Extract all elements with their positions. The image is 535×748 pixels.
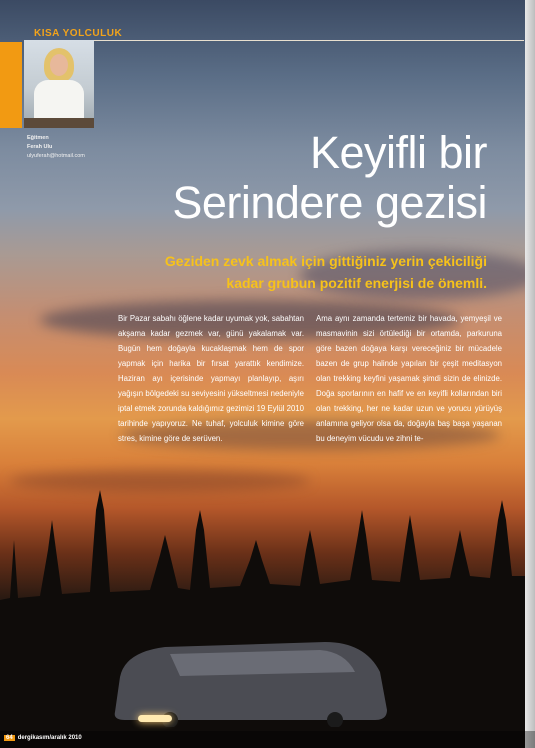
author-credit [27, 134, 85, 161]
author-name: Ferah Ulu [27, 144, 53, 150]
header-rule [24, 40, 524, 41]
body-column-2: Ama aynı zamanda tertemiz bir havada, yemyeşil ve masmavinin sizi örtülediği bir ortamda, parkuruna göre bazen doğaya karşı vereceğiniz bir mücadele bazen de grup halinde yapılan bir çeşit meditasyon olan trekking keyfini yaşamak şimdi sizin de elinizde. Doğa sporlarının en hafif ve en keyifli kollarından biri olan trekking, her ne kadar uzun ve yorucu yürüyüş anlamına geliyor olsa da, doğayla baş başa yaşanan bu deneyim vücudu ve zihni te- [316, 314, 502, 443]
article-lead: Geziden zevk almak için gittiğiniz yerin çekiciliği kadar grubun pozitif enerjisi de önemli. [164, 253, 487, 291]
author-role: Eğitmen [27, 135, 49, 141]
author-email: ulyuferah@hotmail.com [27, 153, 85, 159]
author-photo [24, 40, 94, 128]
van-silhouette [95, 632, 395, 727]
issue-info: dergikasım/aralık 2010 [17, 735, 82, 741]
page-edge [525, 0, 535, 748]
body-column-1: Bir Pazar sabahı öğlene kadar uyumak yok, sabahtan akşama kadar gezmek var, günü yakalamak var. Bugün hem doğayla kucaklaşmak hem de spor yapmak için harika bir fırsat yarattık kendimize. Haziran ayı içerisinde yapmayı planlayıp, aşırı yağışın bölgedeki su seviyesini yükseltmesi nedeniyle iptal etmek zorunda kaldığımız gezimizi 19 Eylül 2010 tarihinde yapıyoruz. Ne tuhaf, yolculuk kimine göre stres, kimine göre de serüven. [118, 314, 304, 443]
headlight [138, 715, 172, 722]
article-title [172, 128, 487, 228]
section-label: KISA YOLCULUK [34, 28, 123, 39]
page-number: 64 [6, 735, 13, 741]
title-line-1: Keyifli bir [309, 127, 487, 178]
folio [4, 735, 82, 741]
title-line-2: Serindere gezisi [172, 177, 487, 228]
accent-tab [0, 42, 22, 128]
